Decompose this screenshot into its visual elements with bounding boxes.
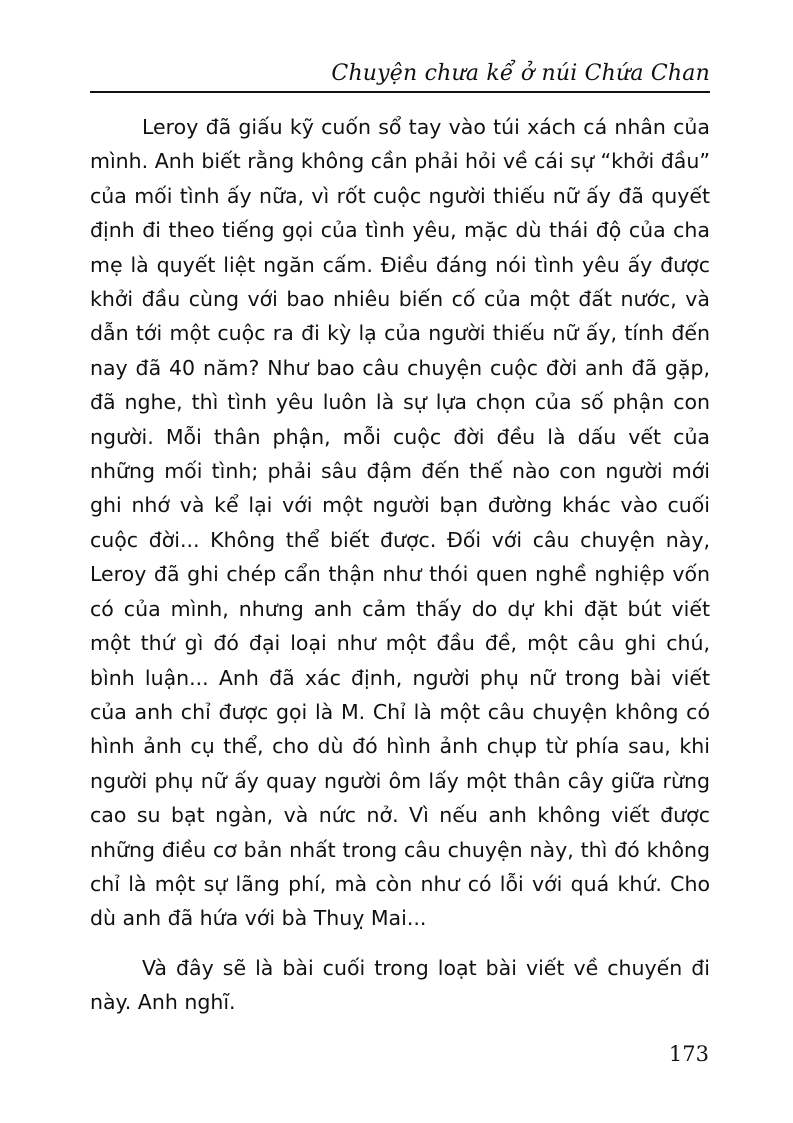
paragraph-1: Leroy đã giấu kỹ cuốn sổ tay vào túi xách cá nhân của mình. Anh biết rằng không cần phải hỏi về cái sự “khởi đầu” của mối tình ấy nữa, vì rốt cuộc người thiếu nữ ấy đã quyết định đi theo tiếng gọi của tình yêu, mặc dù thái độ của cha mẹ là quyết liệt ngăn cấm. Điều đáng nói tình yêu ấy được khởi đầu cùng với bao nhiêu biến cố của một đất nước, và dẫn tới một cuộc ra đi kỳ lạ của người thiếu nữ ấy, tính đến nay đã 40 năm? Như bao câu chuyện cuộc đời anh đã gặp, đã nghe, thì tình yêu luôn là sự lựa chọn của số phận con người. Mỗi thân phận, mỗi cuộc đời đều là dấu vết của những mối tình; phải sâu đậm đến thế nào con người mới ghi nhớ và kể lại với một người bạn đường khác vào cuối cuộc đời... Không thể biết được. Đối với câu chuyện này, Leroy đã ghi chép cẩn thận như thói quen nghề nghiệp vốn có của mình, nhưng anh cảm thấy do dự khi đặt bút viết một thứ gì đó đại loại như một đầu đề, một câu ghi chú, bình luận... Anh đã xác định, người phụ nữ trong bài viết của anh chỉ được gọi là M. Chỉ là một câu chuyện không có hình ảnh cụ thể, cho dù đó hình ảnh chụp từ phía sau, khi người phụ nữ ấy quay người ôm lấy một thân cây giữa rừng cao su bạt ngàn, và nức nở. Vì nếu anh không viết được những điều cơ bản nhất trong câu chuyện này, thì đó không chỉ là một sự lãng phí, mà còn như có lỗi với quá khứ. Cho dù anh đã hứa với bà Thuỵ Mai... (90, 115, 710, 931)
header-divider (90, 91, 710, 93)
running-header-title: Chuyện chưa kể ở núi Chứa Chan (331, 61, 710, 86)
body-text (90, 110, 710, 1020)
page-number: 173 (668, 1042, 709, 1066)
paragraph-2: Và đây sẽ là bài cuối trong loạt bài viết về chuyến đi này. Anh nghĩ. (90, 955, 710, 1015)
